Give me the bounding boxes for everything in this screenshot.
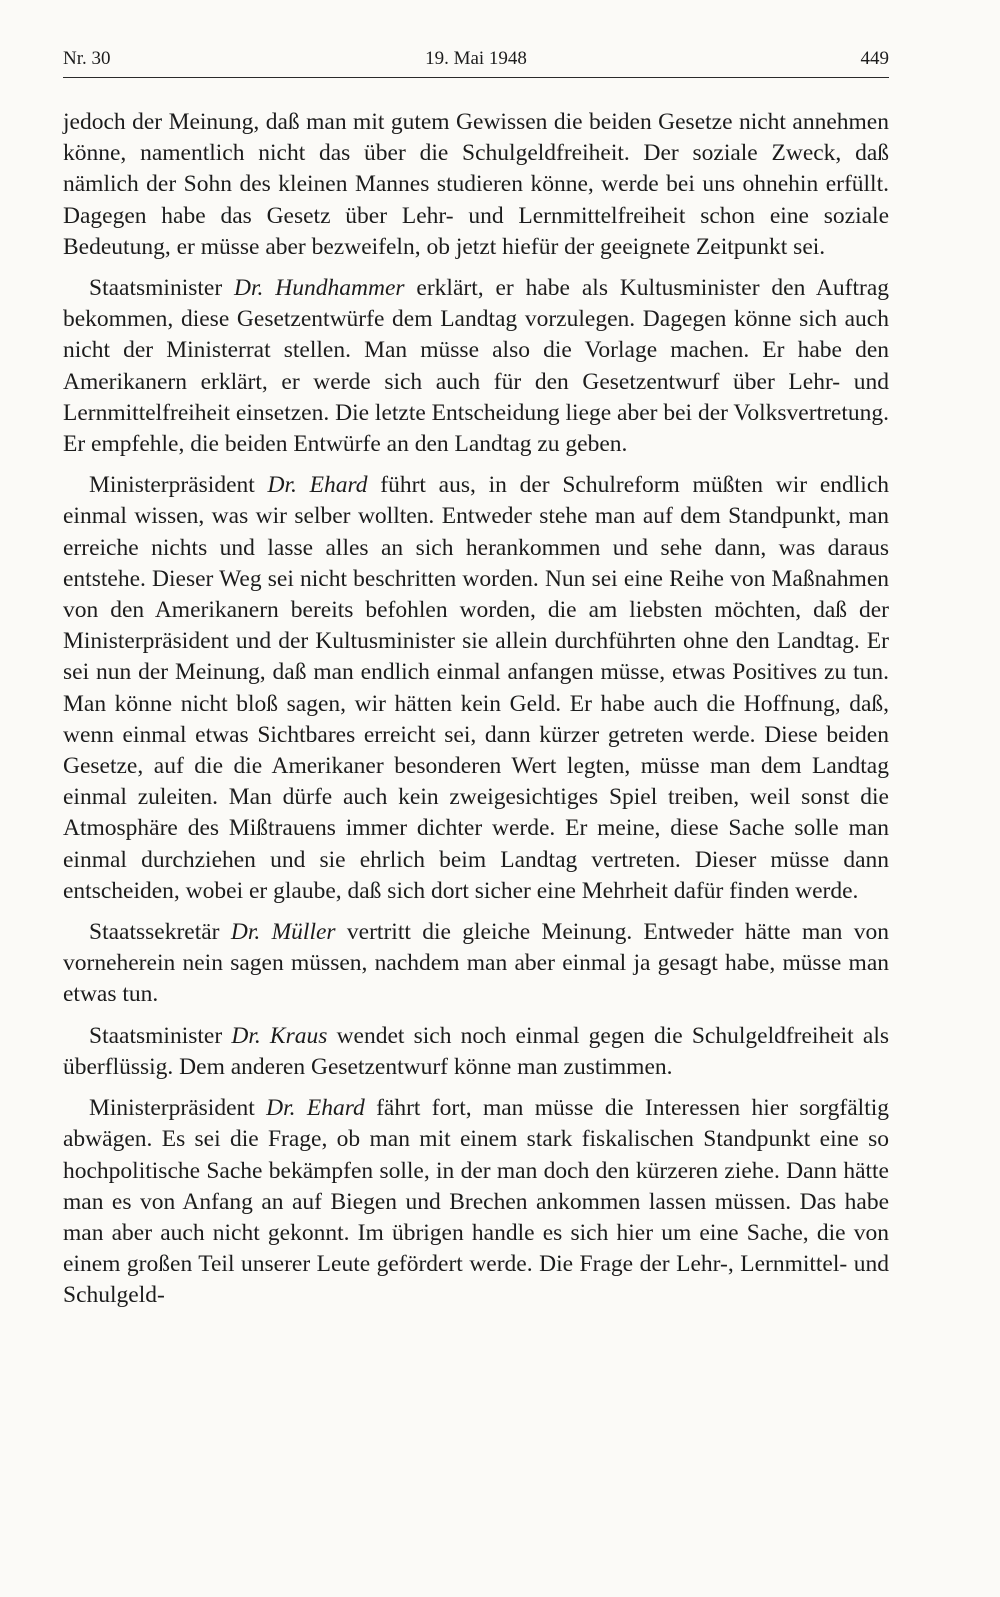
paragraph-mueller: [63, 917, 889, 1011]
paragraph-text: wendet sich noch einmal gegen die Schulgeldfreiheit als überflüssig. Dem anderen Gesetzentwurf könne man zustimmen.: [63, 1022, 889, 1080]
speaker-role: Staatsminister: [89, 1022, 232, 1049]
running-header: [63, 46, 889, 72]
speaker-name: Hundhammer: [275, 275, 405, 302]
speaker-role: Staatsminister: [89, 275, 235, 302]
paragraph-ehard-2: [63, 1093, 889, 1311]
header-rule: [63, 77, 889, 78]
paragraph-text: fährt fort, man müsse die Interessen hier sorgfältig abwägen. Es sei die Frage, ob man mit einem stark fiskalischen Standpunkt eine so hochpolitische Sache bekämpfen solle, in der man doch den kürzeren ziehe. Dann hätte man es von Anfang an auf Biegen und Brechen ankommen lassen müssen. Das habe man aber auch nicht gekonnt. Im übrigen handle es sich hier um eine Sache, die von einem großen Teil unserer Leute gefördert werde. Die Frage der Lehr-, Lernmittel- und Schulgeld-: [63, 1095, 889, 1309]
issue-number: Nr. 30: [63, 48, 111, 69]
paragraph-text: erklärt, er habe als Kultusminister den Auftrag bekommen, diese Gesetzentwürfe dem Landtag vorzulegen. Dagegen könne sich auch nicht der Ministerrat stellen. Man müsse also die Vorlage machen. Er habe den Amerikanern erklärt, er werde sich auch für den Gesetzentwurf über Lehr- und Lernmittelfreiheit einsetzen. Die letzte Entscheidung liege aber bei der Volksvertretung. Er empfehle, die beiden Entwürfe an den Landtag zu geben.: [63, 275, 889, 458]
paragraph-text: führt aus, in der Schulreform müßten wir endlich einmal wissen, was wir selber wollten. Entweder stehe man auf dem Standpunkt, man erreiche nichts und lasse alles an sich herankommen und sehe dann, was daraus entstehe. Dieser Weg sei nicht beschritten worden. Nun sei eine Reihe von Maßnahmen von den Amerikanern bereits befohlen worden, die am liebsten möchten, daß der Ministerpräsident und der Kultusminister sie allein durchführten ohne den Landtag. Er sei nun der Meinung, daß man endlich einmal anfangen müsse, etwas Positives zu tun. Man könne nicht bloß sagen, wir hätten kein Geld. Er habe auch die Hoffnung, daß, wenn einmal etwas Sichtbares erreicht sei, dann kürzer getreten werde. Diese beiden Gesetze, auf die die Amerikaner besonderen Wert legten, müsse man dem Landtag einmal zuleiten. Man dürfe auch kein zweigesichtiges Spiel treiben, weil sonst die Atmosphäre des Mißtrauens immer dichter werde. Er meine, diese Sache solle man einmal durchziehen und sie ehrlich beim Landtag vertreten. Dieser müsse dann entscheiden, wobei er glaube, daß sich dort sicher eine Mehrheit dafür finden werde.: [63, 472, 889, 904]
paragraph-text: vertritt die gleiche Meinung. Entweder hätte man von vorneherein nein sagen müssen, nachdem man aber einmal ja gesagt habe, müsse man etwas tun.: [63, 919, 890, 1008]
paragraph-continuation: [63, 107, 889, 263]
speaker-name: Müller: [271, 919, 336, 946]
speaker-title: Dr.: [267, 472, 297, 499]
speaker-name: Ehard: [306, 1095, 365, 1122]
speaker-role: Ministerpräsident: [89, 472, 268, 499]
paragraph-hundhammer: [63, 273, 889, 460]
speaker-title: Dr.: [234, 275, 264, 302]
speaker-name: Kraus: [269, 1022, 328, 1049]
session-date: 19. Mai 1948: [425, 48, 527, 69]
paragraph-text: jedoch der Meinung, daß man mit gutem Gewissen die beiden Gesetze nicht annehmen könne, namentlich nicht das über die Schulgeldfreiheit. Der soziale Zweck, daß nämlich der Sohn des kleinen Mannes studieren könne, werde bei uns ohnehin erfüllt. Dagegen habe das Gesetz über Lehr- und Lernmittelfreiheit schon eine soziale Bedeutung, er müsse aber bezweifeln, ob jetzt hiefür der geeignete Zeitpunkt sei.: [63, 109, 889, 260]
speaker-title: Dr.: [266, 1095, 296, 1122]
paragraph-kraus: [63, 1021, 889, 1083]
page-number: 449: [860, 48, 889, 69]
speaker-role: Staatssekretär: [89, 919, 231, 946]
speaker-title: Dr.: [230, 919, 261, 946]
speaker-title: Dr.: [231, 1022, 261, 1049]
speaker-role: Ministerpräsident: [89, 1095, 267, 1122]
speaker-name: Ehard: [309, 472, 368, 499]
body-text: [63, 107, 889, 1322]
paragraph-ehard-1: [63, 470, 889, 907]
